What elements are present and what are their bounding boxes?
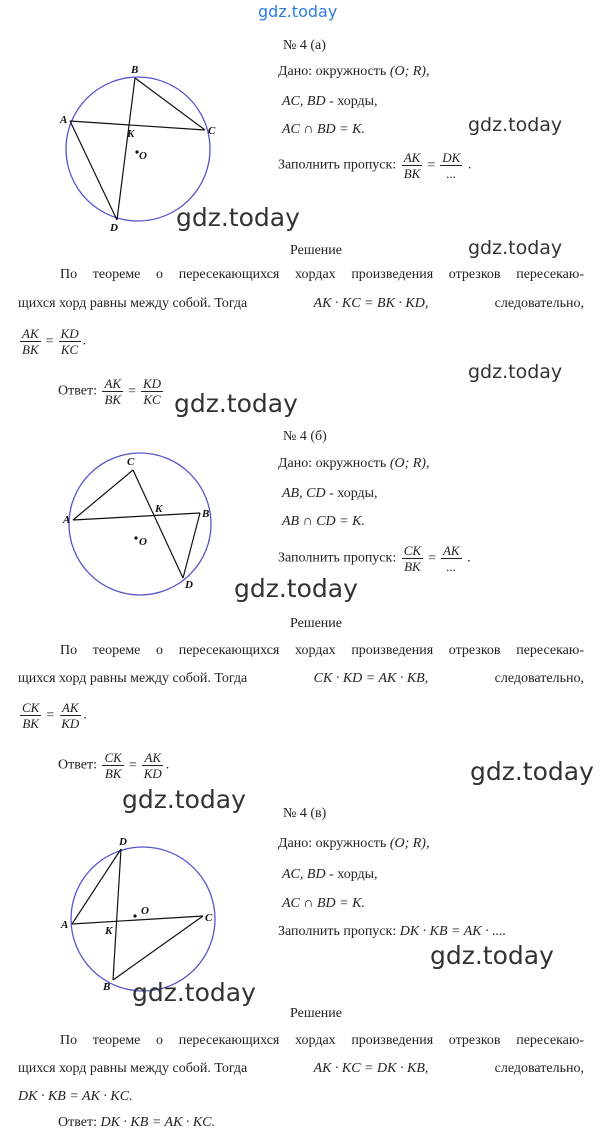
problem-a-line2: щихся хорд равны между собой. Тогда AK · KC = BK · KD, следовательно,: [18, 296, 584, 311]
problem-b-given: Дано: окружность (O; R),: [278, 456, 430, 471]
point-a: A: [63, 514, 71, 526]
problem-c-answer: Ответ: DK · KB = AK · KC.: [58, 1115, 216, 1130]
problem-c-result: DK · KB = AK · KC.: [18, 1089, 133, 1104]
point-d: D: [110, 222, 118, 234]
problem-b-title: № 4 (б): [283, 429, 327, 444]
watermark-2: gdz.today: [176, 203, 300, 232]
point-d: D: [119, 836, 127, 848]
problem-a-result: $\frac{AK}{BK}$ = $\frac{KD}{KC}$ .: [22, 326, 87, 357]
point-b: B: [131, 64, 139, 76]
point-k: K: [105, 925, 113, 937]
watermark-6: gdz.today: [234, 574, 358, 603]
point-c: C: [208, 125, 216, 137]
point-k: K: [155, 503, 163, 515]
problem-b-fill: Заполнить пропуск: $\frac{CK}{BK}$ = $\frac{AK}{...}$ .: [278, 543, 471, 574]
problem-b-diagram: [55, 448, 225, 598]
problem-a-solution-title: Решение: [290, 243, 343, 258]
problem-a-fill: Заполнить пропуск: $\frac{AK}{BK}$ = $\frac{DK}{...}$ .: [278, 150, 472, 181]
watermark-top: gdz.today: [258, 2, 338, 21]
watermark-7: gdz.today: [470, 757, 594, 786]
point-d: D: [185, 579, 193, 591]
problem-c-line1: По теореме о пересекающихся хордах произведения отрезков пересекаю-: [60, 1033, 584, 1048]
problem-a-chords: AC, BD - хорды,: [282, 94, 378, 109]
problem-a-given: Дано: окружность (O; R),: [278, 64, 430, 79]
point-b: B: [103, 981, 111, 993]
point-c: C: [205, 912, 213, 924]
problem-b-answer: Ответ: $\frac{CK}{BK}$ = $\frac{AK}{KD}$ .: [58, 750, 170, 781]
problem-c-line2: щихся хорд равны между собой. Тогда AK · KC = DK · KB, следовательно,: [18, 1061, 584, 1076]
point-a: A: [60, 114, 68, 126]
watermark-8: gdz.today: [122, 785, 246, 814]
watermark-4: gdz.today: [468, 361, 563, 383]
point-c: C: [127, 456, 135, 468]
watermark-3: gdz.today: [468, 237, 563, 259]
watermark-9: gdz.today: [430, 941, 554, 970]
problem-b-line1: По теореме о пересекающихся хордах произведения отрезков пересекаю-: [60, 643, 584, 658]
watermark-1: gdz.today: [468, 114, 563, 136]
point-o: O: [141, 905, 149, 917]
point-o: O: [139, 150, 147, 162]
problem-c-diagram: [55, 832, 225, 1002]
problem-b-chords: AB, CD - хорды,: [282, 486, 378, 501]
problem-c-chords: AC, BD - хорды,: [282, 867, 378, 882]
problem-a-answer: Ответ: $\frac{AK}{BK}$ = $\frac{KD}{KC}$: [58, 376, 162, 407]
problem-c-fill: Заполнить пропуск: DK · KB = AK · ....: [278, 924, 507, 939]
problem-a-title: № 4 (а): [283, 38, 326, 53]
watermark-5: gdz.today: [174, 389, 298, 418]
problem-b-line2: щихся хорд равны между собой. Тогда CK · KD = AK · KB, следовательно,: [18, 671, 584, 686]
problem-c-given: Дано: окружность (O; R),: [278, 836, 430, 851]
problem-b-intersection: AB ∩ CD = K.: [282, 514, 365, 529]
point-k: K: [127, 128, 135, 140]
problem-c-title: № 4 (в): [283, 806, 327, 821]
point-b: B: [202, 508, 210, 520]
problem-b-result: $\frac{CK}{BK}$ = $\frac{AK}{KD}$ .: [22, 700, 87, 731]
problem-c-solution-title: Решение: [290, 1006, 343, 1021]
problem-b-solution-title: Решение: [290, 616, 343, 631]
watermark-10: gdz.today: [132, 978, 256, 1007]
point-a: A: [61, 919, 69, 931]
problem-a-line1: По теореме о пересекающихся хордах произведения отрезков пересекаю-: [60, 267, 584, 282]
problem-c-intersection: AC ∩ BD = K.: [282, 896, 365, 911]
point-o: O: [139, 536, 147, 548]
problem-a-intersection: AC ∩ BD = K.: [282, 122, 365, 137]
